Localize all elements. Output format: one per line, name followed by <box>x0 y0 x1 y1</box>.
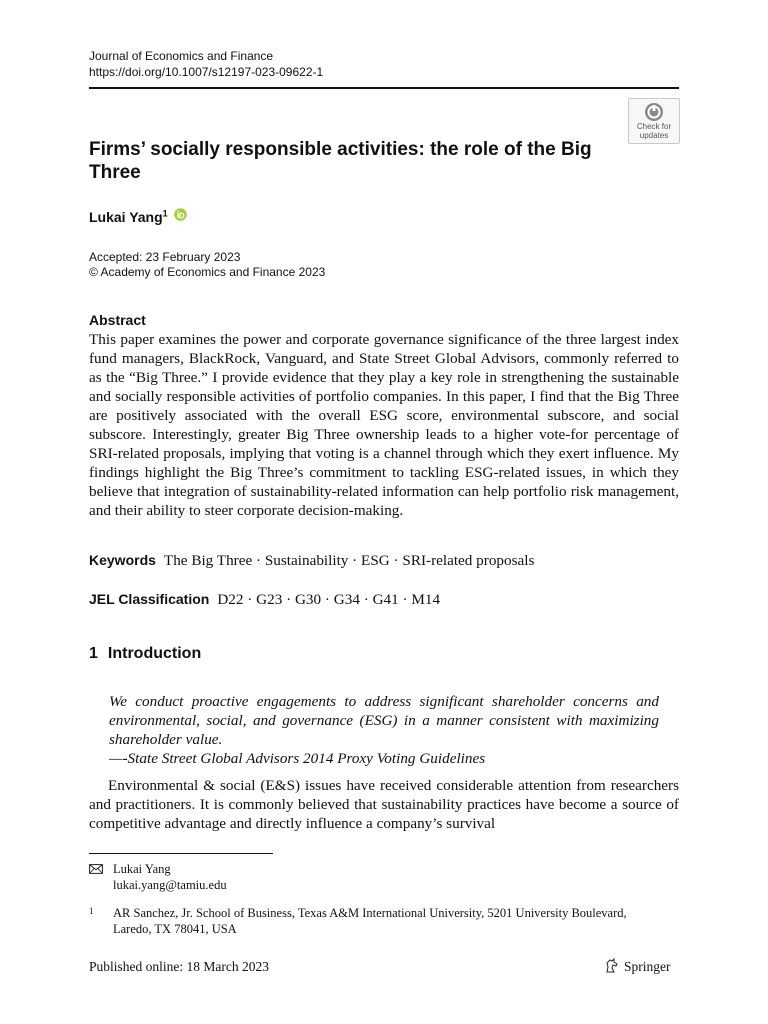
footnote-rule <box>89 853 273 854</box>
check-for-updates-icon <box>644 102 664 122</box>
abstract-heading: Abstract <box>89 312 146 328</box>
publisher-name: Springer <box>624 959 671 974</box>
springer-horse-icon <box>604 958 620 974</box>
epigraph-attribution: —-State Street Global Advisors 2014 Proxy Voting Guidelines <box>109 750 486 767</box>
jel-line <box>89 591 679 609</box>
accepted-date: Accepted: 23 February 2023 <box>89 250 241 264</box>
contact-email[interactable]: lukai.yang@tamiu.edu <box>113 878 227 892</box>
article-meta <box>89 250 325 280</box>
orcid-icon[interactable] <box>174 208 187 221</box>
affiliation-footnote-mark: 1 <box>89 906 94 916</box>
copyright-line: © Academy of Economics and Finance 2023 <box>89 265 326 279</box>
keywords-line <box>89 552 679 570</box>
jel-codes: D22 · G23 · G30 · G34 · G41 · M14 <box>217 591 441 608</box>
jel-label: JEL Classification <box>89 591 210 607</box>
author-affiliation-mark: 1 <box>162 208 168 219</box>
author-line <box>89 208 187 225</box>
contact-block <box>113 861 227 893</box>
section-heading <box>89 645 201 663</box>
badge-line-2: updates <box>639 131 669 140</box>
contact-name: Lukai Yang <box>113 862 171 876</box>
check-for-updates-badge[interactable] <box>628 98 680 144</box>
journal-header <box>89 48 323 80</box>
epigraph <box>109 692 659 768</box>
published-online: Published online: 18 March 2023 <box>89 959 269 974</box>
badge-line-1: Check for <box>636 122 672 131</box>
envelope-icon <box>89 864 103 874</box>
header-rule <box>89 87 679 89</box>
corresponding-author <box>89 861 389 895</box>
keywords-text: The Big Three · Sustainability · ESG · SRI-related proposals <box>163 552 535 569</box>
epigraph-text: We conduct proactive engagements to address significant shareholder concerns and environmental, social, and governance (ESG) in a manner consistent with maximizing shareholder value. <box>109 693 659 748</box>
author-name[interactable]: Lukai Yang <box>89 209 163 225</box>
paper-title: Firms’ socially responsible activities: the role of the Big Three <box>89 139 592 183</box>
affiliation-footnote <box>89 905 649 939</box>
affiliation-text: AR Sanchez, Jr. School of Business, Texas A&M International University, 5201 University Boulevard, Laredo, TX 78041, USA <box>113 906 627 936</box>
abstract-text: This paper examines the power and corporate governance significance of the three largest index fund managers, BlackRock, Vanguard, and State Street Global Advisors, commonly referred to as the “Big Three.” I provide evidence that they play a key role in strengthening the sustainable and socially responsible activities of portfolio companies. In this paper, I find that the Big Three are positively associated with the overall ESG score, environmental subscore, and social subscore. Interestingly, greater Big Three ownership leads to a higher vote-for percentage of SRI-related proposals, implying that voting is a channel through which they exert influence. My findings highlight the Big Three’s commitment to tackling ESG-related issues, in which they believe that integration of sustainability-related information can help portfolio risk management, and their ability to steer corporate decision-making. <box>89 331 679 519</box>
doi-link[interactable]: https://doi.org/10.1007/s12197-023-09622-1 <box>89 65 324 79</box>
publisher-logo[interactable] <box>604 958 671 975</box>
body-paragraph: Environmental & social (E&S) issues have received considerable attention from researchers and practitioners. It is commonly believed that sustainability practices have become a source of competitive advantage and directly influence a company’s survival <box>89 777 679 832</box>
journal-name: Journal of Economics and Finance <box>89 49 274 63</box>
badge-label <box>629 122 679 140</box>
keywords-label: Keywords <box>89 552 156 568</box>
section-title: Introduction <box>107 645 202 662</box>
section-number: 1 <box>89 645 98 662</box>
